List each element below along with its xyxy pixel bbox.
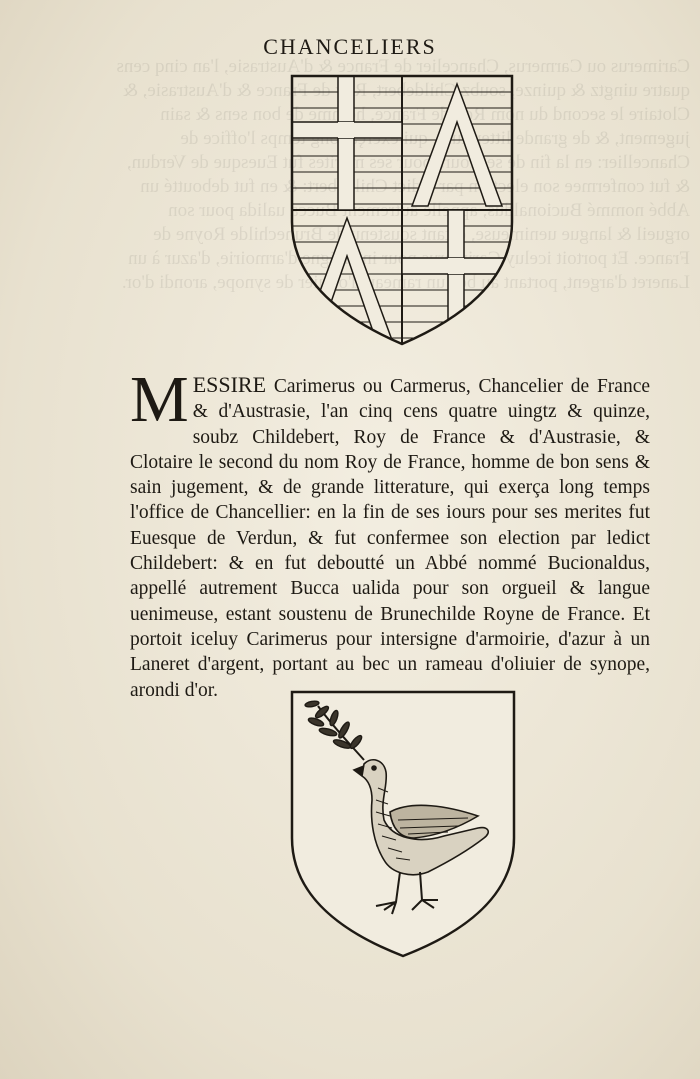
drop-cap: M [130,363,189,436]
show-through-text: Carimerus ou Carmerus, Chancelier de France & d'Austrasie, l'an cinq cens quatre uingtz & quinze, soubz Childebert, de France & d'Austrasie, & Clotaire le second du nom Roy de France, homme de bon sens & sain jugement, & de grande qui temps l'office de Chancellier: en la fin de ses iours pour ses merites fut Euesque de Verdun, & fut confermee son election par ledict & en fut deboutté un Abbé nommé Bucionaldus, autrement Bucca ualida pour son orgueil & langue uenimeuse, estant soustenu de Brunechilde Royne de France. Et portoit iceluy pour d'armoirie, d'azur à un Laneret d'argent, portant au un rameau de synope, arondi d'or. [116,56,690,293]
bird-shield-icon [288,688,518,960]
running-head: CHANCELIERS [263,34,437,59]
quartered-shield-icon [288,72,516,348]
entry-body: Carimerus ou Carmerus, Chancelier de France & d'Austrasie, l'an cinq cens quatre uingtz & quinze, soubz Childebert, Roy de France & d'Austrasie, & Clotaire le second du nom Roy de France, homme de bon sens & sain jugement, & de grande litterature, qui exerça long temps l'office de Chancellier: en la fin de ses iours pour ses merites fut Euesque de Verdun, & fut confermee son election par ledict Childebert: & en fut deboutté un Abbé nommé Bucionaldus, appellé autrement Bucca ualida pour son orgueil & langue uenimeuse, estant soustenu de Brunechilde Royne de France. Et portoit iceluy Carimerus pour intersigne d'armoirie, d'azur à un Laneret d'argent, portant au bec un rameau d'oliuier de synope, arondi d'or. [130,376,650,701]
entry-text [130,363,650,703]
bottom-coat-of-arms [288,688,518,960]
top-coat-of-arms [288,72,516,348]
opening-word: ESSIRE [192,372,267,397]
